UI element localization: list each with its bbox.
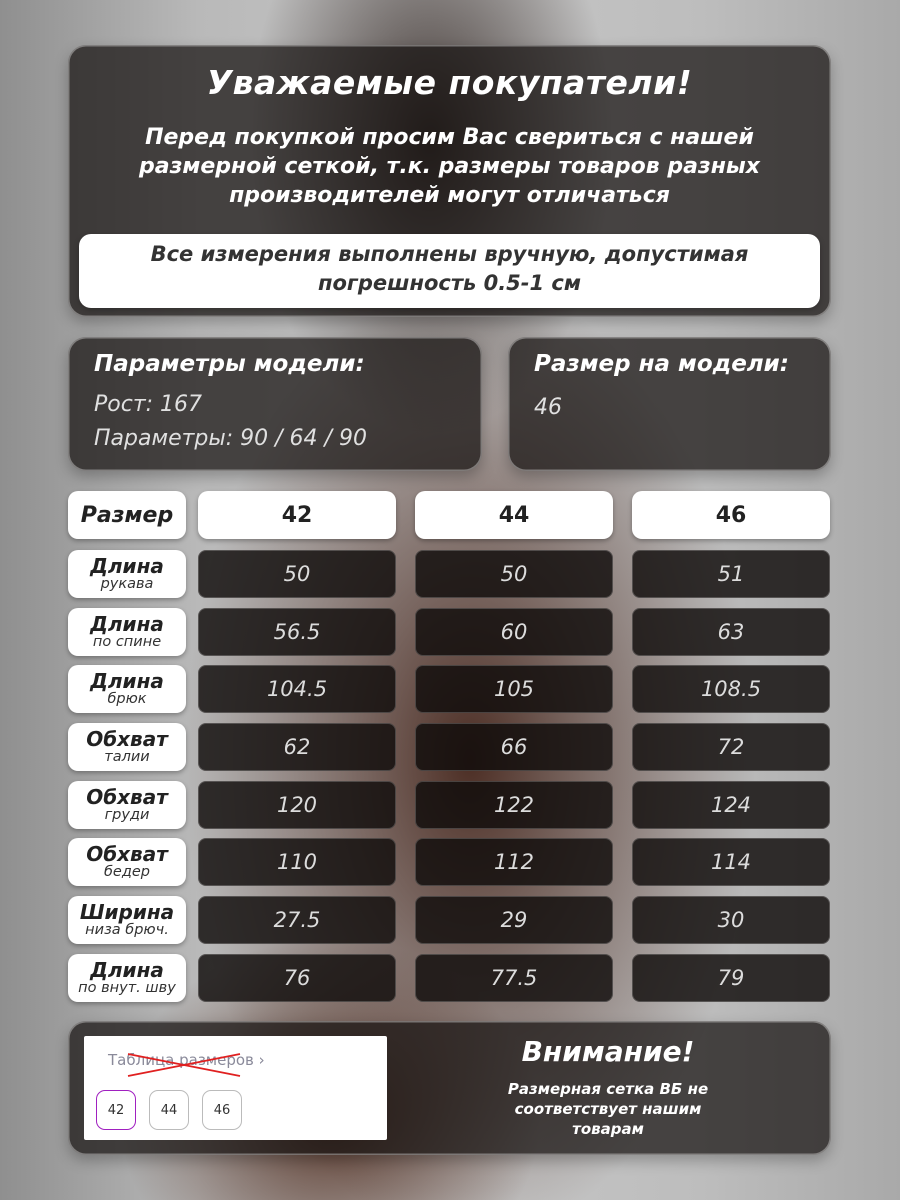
wb-size-table-link-text: Таблица размеров (108, 1051, 254, 1069)
warning-title: Внимание! (521, 1035, 695, 1068)
row-label-sub: по спине (92, 634, 162, 650)
row-label-main: Длина (90, 554, 164, 578)
table-cell: 30 (632, 896, 830, 944)
row-label-pants-length (68, 665, 186, 713)
table-cell: 60 (415, 608, 613, 656)
size-header-44: 44 (415, 491, 613, 539)
table-cell: 50 (415, 550, 613, 598)
warning-text: Размерная сетка ВБ не соответствует нашим товарам (507, 1080, 709, 1138)
row-label-sub: по внут. шву (78, 980, 176, 996)
row-label-main: Ширина (79, 900, 175, 924)
row-label-sub: брюк (107, 691, 147, 707)
table-cell: 105 (415, 665, 613, 713)
table-cell: 124 (632, 781, 830, 829)
row-label-back-length (68, 608, 186, 656)
chevron-right-icon: › (258, 1051, 265, 1069)
table-cell: 50 (198, 550, 396, 598)
row-label-sleeve-length (68, 550, 186, 598)
model-height: Рост: 167 (94, 392, 203, 417)
table-cell: 27.5 (198, 896, 396, 944)
row-label-sub: груди (104, 807, 150, 823)
wb-size-chip: 46 (202, 1090, 242, 1130)
size-header-42: 42 (198, 491, 396, 539)
table-cell: 112 (415, 838, 613, 886)
row-label-sub: низа брюч. (85, 922, 169, 938)
table-cell: 122 (415, 781, 613, 829)
table-cell: 110 (198, 838, 396, 886)
row-label-hem-width (68, 896, 186, 944)
row-label-main: Обхват (86, 785, 168, 809)
notice-panel (68, 45, 831, 317)
notice-title: Уважаемые покупатели! (206, 63, 693, 102)
table-cell: 51 (632, 550, 830, 598)
row-label-sub: рукава (100, 576, 154, 592)
table-cell: 108.5 (632, 665, 830, 713)
table-cell: 63 (632, 608, 830, 656)
size-header-label: Размер (68, 491, 186, 539)
measurement-note-box (79, 234, 820, 308)
wb-size-chip-selected: 42 (96, 1090, 136, 1130)
row-label-waist (68, 723, 186, 771)
wb-size-chip: 44 (149, 1090, 189, 1130)
model-size-title: Размер на модели: (534, 351, 789, 377)
model-size-panel (508, 337, 831, 471)
table-cell: 76 (198, 954, 396, 1002)
row-label-inseam (68, 954, 186, 1002)
size-header-46: 46 (632, 491, 830, 539)
table-cell: 72 (632, 723, 830, 771)
row-label-hips (68, 838, 186, 886)
table-cell: 79 (632, 954, 830, 1002)
row-label-sub: талии (104, 749, 150, 765)
table-cell: 77.5 (415, 954, 613, 1002)
table-cell: 104.5 (198, 665, 396, 713)
model-measurements: Параметры: 90 / 64 / 90 (94, 426, 367, 451)
model-size-value: 46 (534, 395, 562, 420)
row-label-main: Длина (90, 958, 164, 982)
table-cell: 114 (632, 838, 830, 886)
row-label-main: Длина (90, 669, 164, 693)
row-label-main: Обхват (86, 842, 168, 866)
model-parameters-panel (68, 337, 482, 471)
notice-text: Перед покупкой просим Вас свериться с нашей размерной сеткой, т.к. размеры товаров разных производителей могут отличаться (139, 125, 760, 208)
model-params-title: Параметры модели: (94, 351, 365, 377)
table-cell: 29 (415, 896, 613, 944)
table-cell: 120 (198, 781, 396, 829)
cross-out-icon (124, 1050, 244, 1080)
table-cell: 66 (415, 723, 613, 771)
row-label-chest (68, 781, 186, 829)
wb-size-chart-example (84, 1036, 387, 1140)
row-label-main: Обхват (86, 727, 168, 751)
table-cell: 62 (198, 723, 396, 771)
measurement-note-text: Все измерения выполнены вручную, допустимая погрешность 0.5-1 см (150, 242, 749, 295)
row-label-sub: бедер (103, 864, 150, 880)
table-cell: 56.5 (198, 608, 396, 656)
row-label-main: Длина (90, 612, 164, 636)
